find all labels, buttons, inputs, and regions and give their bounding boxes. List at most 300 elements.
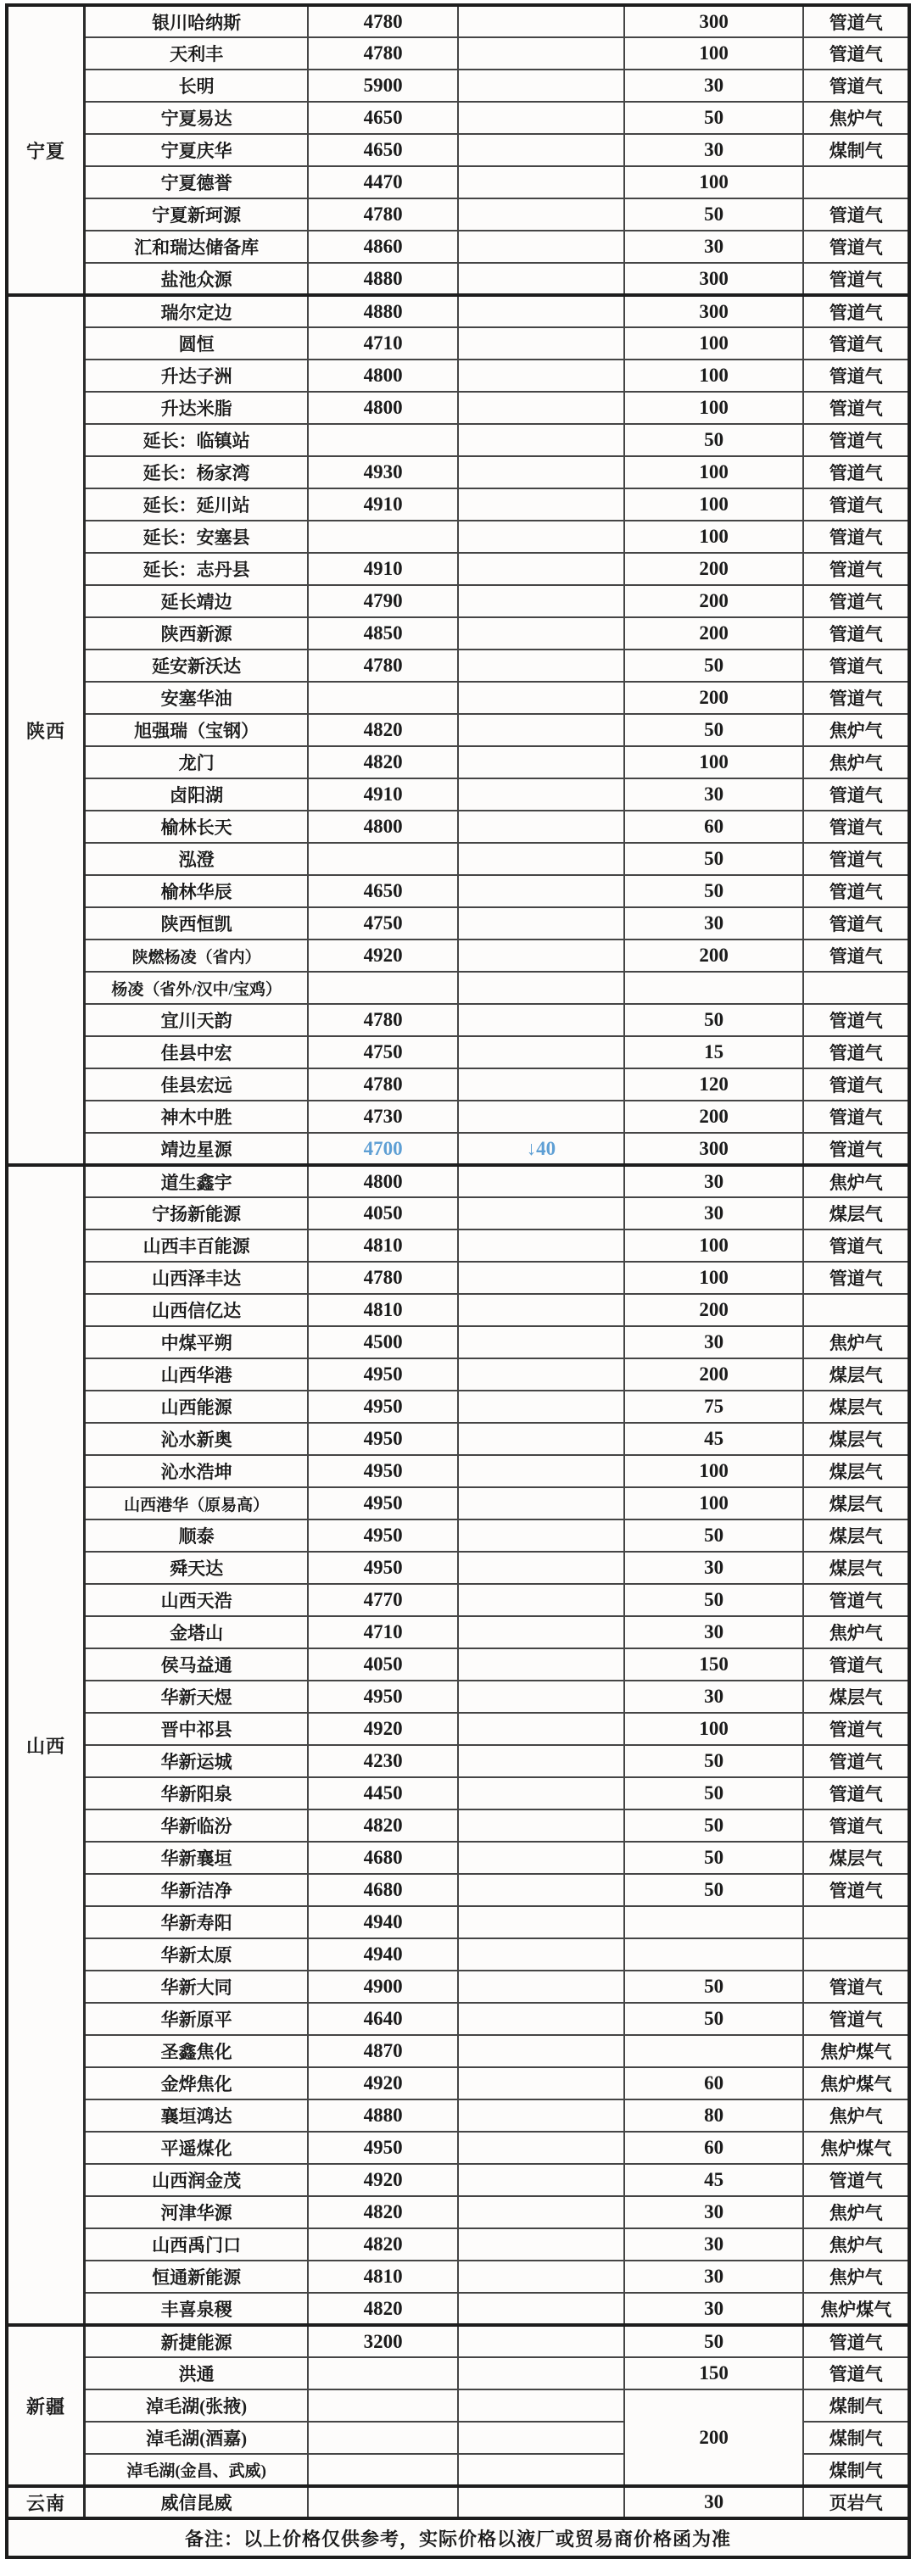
price-change-cell bbox=[458, 2099, 624, 2132]
price-change-cell bbox=[458, 875, 624, 907]
price-cell: 4780 bbox=[308, 650, 458, 682]
price-cell: 4920 bbox=[308, 1713, 458, 1745]
amount-cell: 100 bbox=[624, 1229, 804, 1262]
gas-type-cell: 管道气 bbox=[803, 231, 909, 263]
price-cell: 4780 bbox=[308, 5, 458, 37]
plant-name-cell: 舜天达 bbox=[85, 1552, 309, 1584]
amount-cell: 200 bbox=[624, 553, 804, 585]
price-change-cell bbox=[458, 650, 624, 682]
price-change-cell bbox=[458, 811, 624, 843]
gas-type-cell: 管道气 bbox=[803, 907, 909, 940]
table-row bbox=[7, 1616, 909, 1648]
table-row bbox=[7, 1358, 909, 1391]
amount-cell: 45 bbox=[624, 1423, 804, 1455]
price-cell bbox=[308, 2357, 458, 2389]
plant-name-cell: 卤阳湖 bbox=[85, 778, 309, 811]
plant-name-cell: 丰喜泉稷 bbox=[85, 2293, 309, 2325]
gas-type-cell: 煤制气 bbox=[803, 134, 909, 166]
price-cell: 4800 bbox=[308, 360, 458, 392]
amount-cell: 50 bbox=[624, 714, 804, 746]
plant-name-cell: 山西丰百能源 bbox=[85, 1229, 309, 1262]
plant-name-cell: 神木中胜 bbox=[85, 1101, 309, 1133]
table-row bbox=[7, 1552, 909, 1584]
plant-name-cell: 晋中祁县 bbox=[85, 1713, 309, 1745]
gas-type-cell: 管道气 bbox=[803, 1584, 909, 1616]
amount-cell: 50 bbox=[624, 1842, 804, 1874]
gas-type-cell: 管道气 bbox=[803, 1648, 909, 1681]
amount-cell: 150 bbox=[624, 1648, 804, 1681]
table-row bbox=[7, 263, 909, 295]
gas-type-cell: 管道气 bbox=[803, 5, 909, 37]
price-change-cell bbox=[458, 2486, 624, 2518]
price-cell: 4780 bbox=[308, 37, 458, 70]
amount-cell: 100 bbox=[624, 521, 804, 553]
gas-type-cell: 管道气 bbox=[803, 488, 909, 521]
price-change-cell bbox=[458, 1552, 624, 1584]
amount-cell: 200 bbox=[624, 1101, 804, 1133]
amount-cell: 50 bbox=[624, 2003, 804, 2035]
gas-type-cell: 管道气 bbox=[803, 456, 909, 488]
table-row bbox=[7, 2486, 909, 2518]
price-cell: 4820 bbox=[308, 1809, 458, 1842]
table-row bbox=[7, 1842, 909, 1874]
table-row bbox=[7, 424, 909, 456]
gas-type-cell: 焦炉气 bbox=[803, 1616, 909, 1648]
price-cell: 4910 bbox=[308, 488, 458, 521]
plant-name-cell: 泓澄 bbox=[85, 843, 309, 875]
plant-name-cell: 陕西恒凯 bbox=[85, 907, 309, 940]
price-cell bbox=[308, 843, 458, 875]
price-change-cell bbox=[458, 1294, 624, 1326]
amount-cell: 100 bbox=[624, 1262, 804, 1294]
price-cell: 4820 bbox=[308, 746, 458, 778]
price-cell: 4650 bbox=[308, 102, 458, 134]
price-change-cell bbox=[458, 1648, 624, 1681]
price-cell bbox=[308, 424, 458, 456]
price-change-cell bbox=[458, 263, 624, 295]
price-cell: 4790 bbox=[308, 585, 458, 617]
gas-type-cell: 焦炉煤气 bbox=[803, 2035, 909, 2067]
table-row bbox=[7, 1938, 909, 1971]
price-cell: 4880 bbox=[308, 295, 458, 327]
gas-type-cell: 管道气 bbox=[803, 811, 909, 843]
price-change-cell bbox=[458, 1262, 624, 1294]
table-row bbox=[7, 1101, 909, 1133]
plant-name-cell: 宁夏德誉 bbox=[85, 166, 309, 198]
amount-cell: 60 bbox=[624, 811, 804, 843]
gas-type-cell: 煤层气 bbox=[803, 1552, 909, 1584]
plant-name-cell: 龙门 bbox=[85, 746, 309, 778]
amount-cell: 30 bbox=[624, 1197, 804, 1229]
price-cell: 4950 bbox=[308, 1519, 458, 1552]
table-row bbox=[7, 843, 909, 875]
table-row bbox=[7, 1133, 909, 1165]
price-change-cell bbox=[458, 1616, 624, 1648]
gas-type-cell: 煤层气 bbox=[803, 1842, 909, 1874]
plant-name-cell: 宁夏新珂源 bbox=[85, 198, 309, 231]
price-cell: 4820 bbox=[308, 2293, 458, 2325]
price-change-cell bbox=[458, 2035, 624, 2067]
plant-name-cell: 升达米脂 bbox=[85, 392, 309, 424]
table-row bbox=[7, 811, 909, 843]
amount-cell: 50 bbox=[624, 198, 804, 231]
plant-name-cell: 华新天煜 bbox=[85, 1681, 309, 1713]
plant-name-cell: 道生鑫宇 bbox=[85, 1165, 309, 1197]
table-row bbox=[7, 1487, 909, 1519]
amount-cell: 50 bbox=[624, 843, 804, 875]
price-cell: 4710 bbox=[308, 1616, 458, 1648]
gas-type-cell: 管道气 bbox=[803, 1777, 909, 1809]
province-cell: 山西 bbox=[7, 1165, 85, 2325]
price-cell: 4880 bbox=[308, 263, 458, 295]
amount-cell: 100 bbox=[624, 1455, 804, 1487]
table-row bbox=[7, 1745, 909, 1777]
plant-name-cell: 华新临汾 bbox=[85, 1809, 309, 1842]
gas-type-cell: 管道气 bbox=[803, 327, 909, 360]
price-cell bbox=[308, 2486, 458, 2518]
plant-name-cell: 河津华源 bbox=[85, 2196, 309, 2228]
table-row bbox=[7, 2099, 909, 2132]
plant-name-cell: 华新原平 bbox=[85, 2003, 309, 2035]
amount-cell bbox=[624, 1906, 804, 1938]
table-row bbox=[7, 650, 909, 682]
price-cell: 4950 bbox=[308, 1681, 458, 1713]
amount-cell: 150 bbox=[624, 2357, 804, 2389]
plant-name-cell: 瑞尔定边 bbox=[85, 295, 309, 327]
amount-cell: 100 bbox=[624, 37, 804, 70]
plant-name-cell: 洪通 bbox=[85, 2357, 309, 2389]
price-cell bbox=[308, 521, 458, 553]
plant-name-cell: 恒通新能源 bbox=[85, 2261, 309, 2293]
price-cell: 4900 bbox=[308, 1971, 458, 2003]
price-cell: 4950 bbox=[308, 1358, 458, 1391]
amount-cell: 200 bbox=[624, 1358, 804, 1391]
amount-cell: 30 bbox=[624, 2196, 804, 2228]
price-change-cell bbox=[458, 166, 624, 198]
table-row bbox=[7, 714, 909, 746]
table-row bbox=[7, 5, 909, 37]
price-cell bbox=[308, 2454, 458, 2486]
gas-type-cell: 管道气 bbox=[803, 553, 909, 585]
table-row bbox=[7, 2389, 909, 2422]
plant-name-cell: 山西信亿达 bbox=[85, 1294, 309, 1326]
price-cell: 4780 bbox=[308, 198, 458, 231]
amount-cell: 50 bbox=[624, 2325, 804, 2357]
price-cell: 4920 bbox=[308, 2067, 458, 2099]
gas-type-cell: 管道气 bbox=[803, 360, 909, 392]
gas-type-cell: 管道气 bbox=[803, 2357, 909, 2389]
plant-name-cell: 榆林长天 bbox=[85, 811, 309, 843]
price-change-cell bbox=[458, 70, 624, 102]
price-change-cell bbox=[458, 295, 624, 327]
table-row bbox=[7, 2132, 909, 2164]
gas-type-cell: 焦炉煤气 bbox=[803, 2293, 909, 2325]
plant-name-cell: 华新襄垣 bbox=[85, 1842, 309, 1874]
price-change-cell bbox=[458, 553, 624, 585]
price-cell: 4650 bbox=[308, 134, 458, 166]
gas-type-cell: 煤层气 bbox=[803, 1455, 909, 1487]
table-row bbox=[7, 392, 909, 424]
table-row bbox=[7, 70, 909, 102]
gas-type-cell: 焦炉煤气 bbox=[803, 2132, 909, 2164]
price-cell: 3200 bbox=[308, 2325, 458, 2357]
price-change-cell bbox=[458, 2132, 624, 2164]
gas-type-cell: 焦炉气 bbox=[803, 2196, 909, 2228]
gas-type-cell: 管道气 bbox=[803, 682, 909, 714]
amount-cell: 30 bbox=[624, 2228, 804, 2261]
price-change-cell bbox=[458, 2228, 624, 2261]
amount-cell: 100 bbox=[624, 1713, 804, 1745]
gas-type-cell: 管道气 bbox=[803, 1068, 909, 1101]
price-change-cell bbox=[458, 1358, 624, 1391]
plant-name-cell: 长明 bbox=[85, 70, 309, 102]
amount-cell: 80 bbox=[624, 2099, 804, 2132]
plant-name-cell: 淖毛湖(金昌、武威) bbox=[85, 2454, 309, 2486]
price-change-cell bbox=[458, 2003, 624, 2035]
price-change-cell bbox=[458, 360, 624, 392]
amount-cell: 30 bbox=[624, 2261, 804, 2293]
gas-type-cell: 焦炉气 bbox=[803, 2261, 909, 2293]
amount-cell: 200 bbox=[624, 1294, 804, 1326]
gas-type-cell: 焦炉气 bbox=[803, 2099, 909, 2132]
gas-type-cell: 管道气 bbox=[803, 617, 909, 650]
plant-name-cell: 延长：临镇站 bbox=[85, 424, 309, 456]
price-change-cell bbox=[458, 940, 624, 972]
price-change-cell bbox=[458, 488, 624, 521]
plant-name-cell: 宁扬新能源 bbox=[85, 1197, 309, 1229]
price-cell: 4680 bbox=[308, 1842, 458, 1874]
price-change-cell bbox=[458, 1101, 624, 1133]
plant-name-cell: 山西能源 bbox=[85, 1391, 309, 1423]
gas-type-cell: 管道气 bbox=[803, 70, 909, 102]
price-change-cell bbox=[458, 2357, 624, 2389]
amount-cell: 30 bbox=[624, 2293, 804, 2325]
price-change-cell bbox=[458, 1326, 624, 1358]
table-row bbox=[7, 1197, 909, 1229]
table-row bbox=[7, 1777, 909, 1809]
price-cell: 4640 bbox=[308, 2003, 458, 2035]
plant-name-cell: 银川哈纳斯 bbox=[85, 5, 309, 37]
gas-type-cell: 管道气 bbox=[803, 198, 909, 231]
amount-cell: 50 bbox=[624, 650, 804, 682]
amount-cell: 30 bbox=[624, 134, 804, 166]
table-row bbox=[7, 2035, 909, 2067]
gas-type-cell bbox=[803, 166, 909, 198]
price-cell bbox=[308, 2422, 458, 2454]
price-change-cell bbox=[458, 1971, 624, 2003]
province-cell: 新疆 bbox=[7, 2325, 85, 2486]
table-row bbox=[7, 166, 909, 198]
price-change-cell bbox=[458, 2164, 624, 2196]
gas-type-cell: 管道气 bbox=[803, 1262, 909, 1294]
price-change-cell bbox=[458, 1874, 624, 1906]
price-cell: 4950 bbox=[308, 2132, 458, 2164]
table-row bbox=[7, 1809, 909, 1842]
plant-name-cell: 汇和瑞达储备库 bbox=[85, 231, 309, 263]
price-cell: 4050 bbox=[308, 1197, 458, 1229]
table-row bbox=[7, 553, 909, 585]
gas-type-cell: 管道气 bbox=[803, 1004, 909, 1036]
price-change-cell bbox=[458, 1068, 624, 1101]
table-row bbox=[7, 134, 909, 166]
plant-name-cell: 延长：安塞县 bbox=[85, 521, 309, 553]
gas-type-cell bbox=[803, 972, 909, 1004]
gas-type-cell: 管道气 bbox=[803, 263, 909, 295]
price-cell: 4950 bbox=[308, 1552, 458, 1584]
price-change-cell bbox=[458, 1938, 624, 1971]
plant-name-cell: 宜川天韵 bbox=[85, 1004, 309, 1036]
table-row bbox=[7, 295, 909, 327]
gas-type-cell: 煤层气 bbox=[803, 1681, 909, 1713]
amount-cell: 50 bbox=[624, 1874, 804, 1906]
price-cell: 4730 bbox=[308, 1101, 458, 1133]
price-change-cell bbox=[458, 746, 624, 778]
price-cell: 4880 bbox=[308, 2099, 458, 2132]
price-change-cell bbox=[458, 102, 624, 134]
price-cell bbox=[308, 2389, 458, 2422]
gas-type-cell: 管道气 bbox=[803, 2003, 909, 2035]
price-cell: 4780 bbox=[308, 1262, 458, 1294]
table-row bbox=[7, 2196, 909, 2228]
price-change-cell bbox=[458, 2067, 624, 2099]
price-change-cell bbox=[458, 843, 624, 875]
gas-type-cell: 管道气 bbox=[803, 585, 909, 617]
price-cell: 4650 bbox=[308, 875, 458, 907]
table-row bbox=[7, 778, 909, 811]
price-cell: 4780 bbox=[308, 1068, 458, 1101]
gas-type-cell: 管道气 bbox=[803, 295, 909, 327]
price-change-cell bbox=[458, 37, 624, 70]
table-row bbox=[7, 1391, 909, 1423]
plant-name-cell: 延长：延川站 bbox=[85, 488, 309, 521]
amount-cell: 45 bbox=[624, 2164, 804, 2196]
gas-type-cell: 焦炉煤气 bbox=[803, 2067, 909, 2099]
amount-cell: 100 bbox=[624, 166, 804, 198]
table-row bbox=[7, 1423, 909, 1455]
plant-name-cell: 山西华港 bbox=[85, 1358, 309, 1391]
table-row bbox=[7, 1713, 909, 1745]
table-row bbox=[7, 940, 909, 972]
gas-type-cell: 管道气 bbox=[803, 521, 909, 553]
amount-cell bbox=[624, 972, 804, 1004]
table-row bbox=[7, 1971, 909, 2003]
price-change-cell bbox=[458, 2293, 624, 2325]
price-change-cell bbox=[458, 521, 624, 553]
table-row bbox=[7, 972, 909, 1004]
price-change-cell: ↓40 bbox=[458, 1133, 624, 1165]
province-cell: 宁夏 bbox=[7, 5, 85, 295]
gas-type-cell: 管道气 bbox=[803, 1713, 909, 1745]
amount-cell: 15 bbox=[624, 1036, 804, 1068]
price-cell: 4050 bbox=[308, 1648, 458, 1681]
price-cell: 4810 bbox=[308, 1229, 458, 1262]
price-change-cell bbox=[458, 907, 624, 940]
price-cell: 4820 bbox=[308, 2196, 458, 2228]
price-cell: 4920 bbox=[308, 940, 458, 972]
lng-price-table bbox=[5, 3, 911, 2559]
gas-type-cell: 管道气 bbox=[803, 37, 909, 70]
table-row bbox=[7, 875, 909, 907]
table-row bbox=[7, 102, 909, 134]
price-change-cell bbox=[458, 231, 624, 263]
price-change-cell bbox=[458, 1713, 624, 1745]
price-cell: 4940 bbox=[308, 1938, 458, 1971]
price-cell: 4800 bbox=[308, 392, 458, 424]
amount-cell: 50 bbox=[624, 1584, 804, 1616]
amount-cell: 200 bbox=[624, 2389, 804, 2486]
plant-name-cell: 金塔山 bbox=[85, 1616, 309, 1648]
table-row bbox=[7, 2228, 909, 2261]
price-cell bbox=[308, 972, 458, 1004]
gas-type-cell: 焦炉气 bbox=[803, 1326, 909, 1358]
gas-type-cell: 焦炉气 bbox=[803, 2228, 909, 2261]
amount-cell: 300 bbox=[624, 263, 804, 295]
price-change-cell bbox=[458, 1906, 624, 1938]
gas-type-cell bbox=[803, 1906, 909, 1938]
gas-type-cell: 焦炉气 bbox=[803, 102, 909, 134]
amount-cell bbox=[624, 2035, 804, 2067]
table-row bbox=[7, 585, 909, 617]
table-row bbox=[7, 360, 909, 392]
table-row bbox=[7, 1262, 909, 1294]
table-row bbox=[7, 1519, 909, 1552]
plant-name-cell: 襄垣鸿达 bbox=[85, 2099, 309, 2132]
gas-type-cell: 管道气 bbox=[803, 1036, 909, 1068]
amount-cell: 100 bbox=[624, 1487, 804, 1519]
footer-note-row bbox=[7, 2518, 909, 2557]
gas-type-cell: 煤层气 bbox=[803, 1197, 909, 1229]
gas-type-cell bbox=[803, 1938, 909, 1971]
plant-name-cell: 山西港华（原易高） bbox=[85, 1487, 309, 1519]
plant-name-cell: 侯马益通 bbox=[85, 1648, 309, 1681]
gas-type-cell: 管道气 bbox=[803, 392, 909, 424]
amount-cell: 30 bbox=[624, 778, 804, 811]
plant-name-cell: 顺泰 bbox=[85, 1519, 309, 1552]
price-change-cell bbox=[458, 1842, 624, 1874]
gas-type-cell: 煤制气 bbox=[803, 2422, 909, 2454]
amount-cell: 30 bbox=[624, 1165, 804, 1197]
price-change-cell bbox=[458, 424, 624, 456]
amount-cell: 30 bbox=[624, 907, 804, 940]
gas-type-cell: 管道气 bbox=[803, 1101, 909, 1133]
table-row bbox=[7, 488, 909, 521]
table-row bbox=[7, 521, 909, 553]
amount-cell: 50 bbox=[624, 1809, 804, 1842]
gas-type-cell: 管道气 bbox=[803, 424, 909, 456]
amount-cell: 50 bbox=[624, 424, 804, 456]
price-cell: 4710 bbox=[308, 327, 458, 360]
price-change-cell bbox=[458, 1519, 624, 1552]
price-change-cell bbox=[458, 1197, 624, 1229]
plant-name-cell: 华新运城 bbox=[85, 1745, 309, 1777]
gas-type-cell: 管道气 bbox=[803, 778, 909, 811]
plant-name-cell: 沁水浩坤 bbox=[85, 1455, 309, 1487]
gas-type-cell: 焦炉气 bbox=[803, 746, 909, 778]
plant-name-cell: 延安新沃达 bbox=[85, 650, 309, 682]
plant-name-cell: 靖边星源 bbox=[85, 1133, 309, 1165]
gas-type-cell: 管道气 bbox=[803, 940, 909, 972]
price-change-cell bbox=[458, 1777, 624, 1809]
price-change-cell bbox=[458, 327, 624, 360]
plant-name-cell: 山西禹门口 bbox=[85, 2228, 309, 2261]
plant-name-cell: 陕燃杨凌（省内） bbox=[85, 940, 309, 972]
amount-cell: 300 bbox=[624, 295, 804, 327]
table-row bbox=[7, 2293, 909, 2325]
table-row bbox=[7, 907, 909, 940]
price-change-cell bbox=[458, 1036, 624, 1068]
gas-type-cell: 焦炉气 bbox=[803, 714, 909, 746]
amount-cell: 300 bbox=[624, 5, 804, 37]
